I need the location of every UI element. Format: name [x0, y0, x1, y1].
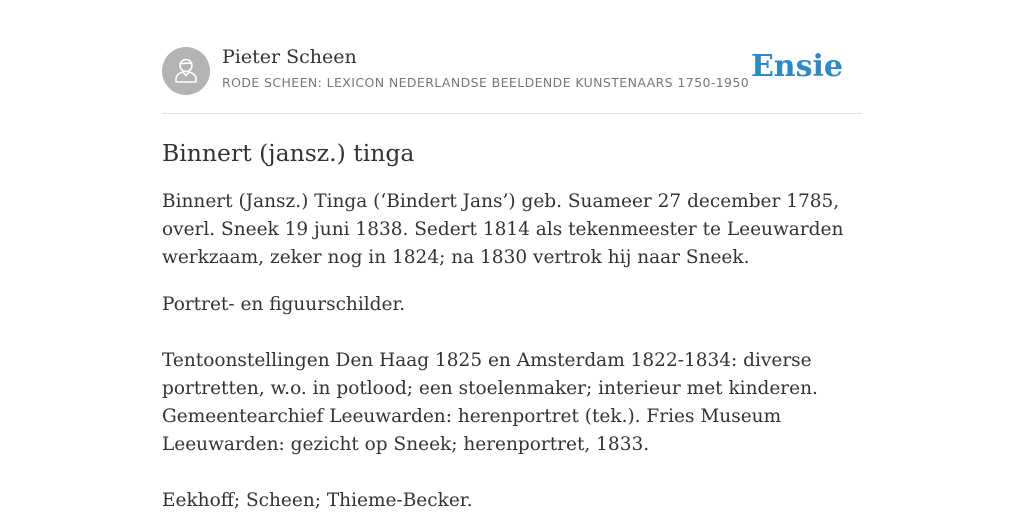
article-title: Binnert (jansz.) tinga: [162, 139, 415, 167]
article-paragraph-profession: Portret- en figuurschilder.: [162, 294, 406, 315]
article-paragraph-sources: Eekhoff; Scheen; Thieme-Becker.: [162, 490, 473, 511]
source-name[interactable]: RODE SCHEEN: LEXICON NEDERLANDSE BEELDENDE KUNSTENAARS 1750-1950: [222, 75, 750, 90]
article-paragraph-biography: Binnert (Jansz.) Tinga (‘Bindert Jans’) geb. Suameer 27 december 1785, overl. Sneek 19 juni 1838. Sedert 1814 als tekenmeester te Leeuwarden werkzaam, zeker nog in 1824; na 1830 vertrok hij naar Sneek.: [162, 191, 844, 268]
author-name[interactable]: Pieter Scheen: [222, 46, 357, 68]
author-header: [162, 45, 862, 97]
divider: [162, 113, 862, 114]
article: [162, 135, 862, 512]
avatar[interactable]: [162, 47, 210, 95]
ensie-logo[interactable]: Ensie: [750, 49, 843, 84]
article-paragraph-exhibitions: Tentoonstellingen Den Haag 1825 en Amsterdam 1822-1834: diverse portretten, w.o. in potlood; een stoelenmaker; interieur met kinderen. Gemeentearchief Leeuwarden: herenportret (tek.). Fries Museum Leeuwarden: gezicht op Sneek; herenportret, 1833.: [162, 350, 818, 455]
user-avatar-icon: [162, 47, 210, 95]
